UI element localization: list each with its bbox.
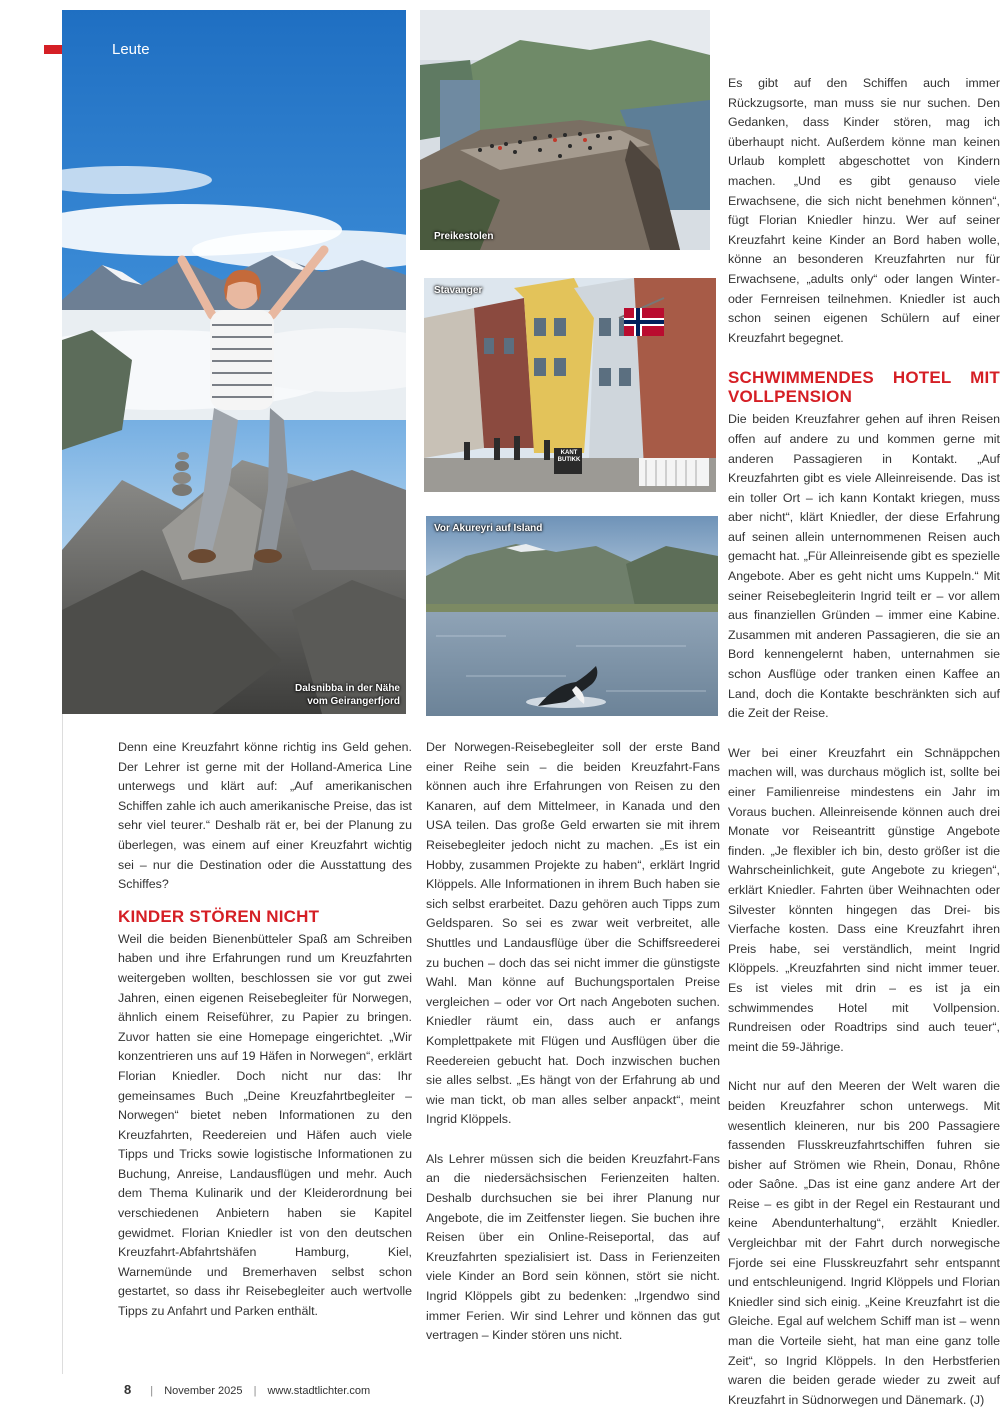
footer-separator: | <box>150 1385 154 1397</box>
column-rule <box>62 714 63 1374</box>
photo-preikestolen <box>420 10 710 250</box>
shop-sign-line2: BUTIKK <box>557 457 581 463</box>
section-label: Leute <box>112 40 150 58</box>
caption-dalsnibba-line1: Dalsnibba in der Nähe <box>294 683 400 694</box>
caption-preikestolen: Preikestolen <box>434 231 494 242</box>
shop-sign <box>556 450 582 464</box>
caption-dalsnibba-line2: vom Geirangerfjord <box>307 696 400 707</box>
col2-paragraph-2: Als Lehrer müssen sich die beiden Kreuzfahrt-Fans an die niedersächsischen Ferienzeiten halten. Deshalb durchsuchen sie bei ihrer Planung nur Angebote, die im Zeitfenster liegen. Sie buchen ihre Reisen über ein Online-Reiseportal, das auf Kreuzfahrten spezialisiert ist. Dass in Ferienzeiten viele Kinder an Bord sein können, stört sie nicht. Ingrid Klöppels gibt zu bedenken: „Irgendwo sind immer Ferien. Wir sind Lehrer und können das gut vertragen – Kinder stören uns nicht. <box>426 1151 720 1343</box>
heading-schwimmendes-hotel: SCHWIMMENDES HOTEL MIT VOLLPENSION <box>728 368 1000 407</box>
caption-dalsnibba <box>290 682 400 708</box>
column-1 <box>118 738 412 1322</box>
column-3 <box>728 74 1000 1410</box>
caption-akureyri: Vor Akureyri auf Island <box>434 523 543 534</box>
col3-paragraph-3: Wer bei einer Kreuzfahrt ein Schnäppchen machen will, was durchaus möglich ist, sollte bei einer Familienreise mindestens ein Jahr im Voraus buchen. Alleinreisende können auch drei Monate vor Reiseantritt günstige Angebote finden. „Je flexibler ich bin, desto größer ist die Wahrscheinlichkeit, gute Angebote zu kriegen“, erklärt Kniedler. Fahrten über Weihnachten oder Silvester könnten hingegen das Drei- bis Vierfache kosten. Dass eine Kreuzfahrt ihren Preis habe, sei verständlich, meint Ingrid Klöppels. „Kreuzfahrten sind nicht immer teuer. Es ist vieles mit drin – es ist ja ein schwimmendes Hotel mit Vollpension. Rundreisen oder Roadtrips sind auch teuer“, meint die 59-Jährige. <box>728 745 1000 1054</box>
col3-paragraph-4: Nicht nur auf den Meeren der Welt waren die beiden Kreuzfahrer schon unterwegs. Mit wesentlich kleineren, nur bis 200 Passagiere fassenden Flusskreuzfahrtschiffen fuhren sie bisher auf Strömen wie Rhein, Donau, Rhône oder Saône. „Das ist eine ganz andere Art der Reise – es gibt in der Regel ein Restaurant und keine Abendunterhaltung“, erzählt Kniedler. Vergleichbar mit der Fahrt durch norwegische Fjorde sei eine Flusskreuzfahrt sehr entspannt und entschleunigend. Ingrid Klöppels und Florian Kniedler sind sich einig. „Keine Kreuzfahrt ist die Gleiche. Egal auf welchem Schiff man ist – wenn man die Vorteile sieht, hat man eine ganz tolle Zeit“, so Ingrid Klöppels. In den Herbstferien waren die beiden gerade wieder zu zweit auf Kreuzfahrt in Südnorwegen und Dänemark. (J) <box>728 1079 1000 1407</box>
shop-sign-line1: KANT <box>560 450 578 456</box>
caption-stavanger: Stavanger <box>434 285 483 296</box>
footer-date: November 2025 <box>164 1385 243 1397</box>
col3-paragraph-1: Es gibt auf den Schiffen auch immer Rückzugsorte, man muss sie nur suchen. Den Gedanken, dass Kinder stören, mag ich überhaupt nicht. Außerdem könne man keinen Urlaub komplett abgeschottet von Kindern machen. „Und es gibt genauso viele Erwachsene, die sich nicht benehmen können“, fügt Florian Kniedler hinzu. Wer auf seiner Kreuzfahrt keine Kinder an Bord haben wolle, könne an besonderen Kreuzfahrten nur für Erwachsene, „adults only“ oder langen Winter- oder Fernreisen teilnehmen. Kniedler ist auch schon seinen eigenen Schülern auf einer Kreuzfahrt begegnet. <box>728 76 1000 345</box>
page-footer <box>124 1382 370 1397</box>
footer-url[interactable]: www.stadtlichter.com <box>267 1385 371 1397</box>
col2-paragraph-1: Der Norwegen-Reisebegleiter soll der erste Band einer Reihe sein – die beiden Kreuzfahrt-Fans können auch ihre Erfahrungen von Reisen zu den Kanaren, auf dem Mittelmeer, in Kanada und den USA teilen. Das große Geld erwarten sie mit ihrem Reisebegleiter jedoch nicht zu machen. „Es ist ein Hobby, zusammen Projekte zu haben“, erklärt Ingrid Klöppels. Alle Informationen in ihrem Buch haben sie sich selbst erarbeitet. Dazu gehören auch Tipps zum Geldsparen. So sei es zwar weit verbreitet, alle Shuttles und Landausflüge über die Schiffsreederei zu buchen – doch das sei nicht immer die günstigste Wahl. Man könne auf Buchungsportalen Preise vergleichen – oder vor Ort nach Angeboten suchen. Kniedler räumt ein, dass auch er anfangs Komplettpakete mit Flügen und Ausflügen über die Reedereien gebucht hat. Doch inzwischen buchen sie alles selbst. „Es hängt von der Erfahrung ab und wie man tickt, ob man alles selber anpackt“, meint Ingrid Klöppels. <box>426 740 720 1127</box>
page-number: 8 <box>124 1382 132 1397</box>
photo-dalsnibba <box>62 10 406 714</box>
col3-paragraph-2: Die beiden Kreuzfahrer gehen auf ihren Reisen offen auf andere zu und kommen gerne mit anderen Passagieren in Kontakt. „Auf Kreuzfahrten gibt es viele Alleinreisende. Das ist ein toller Ort – ich kann Kontakt kriegen, muss aber nicht“, klärt Kniedler, der diese Erfahrung auf seinen allein unternommenen Reisen auch gemacht hat. „Für Alleinreisende gibt es spezielle Angebote. Aber es geht nicht ums Kuppeln.“ Mit seiner Reisebegleiterin Ingrid teilt er – vor allem aus finanziellen Gründen – immer eine Kabine. Zusammen mit anderen Passagieren, die sie an Bord kennengelernt haben, unternahmen sie schon Ausflüge oder tranken einen Kaffee an Land, doch die Kontakte beschränkten sich auf die Zeit der Reise. <box>728 412 1000 721</box>
footer-separator-2: | <box>253 1385 257 1397</box>
col1-paragraph-2: Weil die beiden Bienenbütteler Spaß am Schreiben haben und ihre Erfahrungen rund um Kreuzfahrten weitergeben wollten, beschlossen sie vor gut zwei Jahren, einen eigenen Reisebegleiter für Norwegen, ähnlich einem Reiseführer, zu Papier zu bringen. Zuvor hatten sie eine Homepage eingerichtet. „Wir konzentrieren uns auf 19 Häfen in Norwegen“, erklärt Florian Kniedler. Doch nicht nur das: Ihr gemeinsames Buch „Deine Kreuzfahrtbegleiter – Norwegen“ bietet neben Informationen zu den Kreuzfahrten, Reedereien und Häfen auch viele Tipps und Tricks sowie logistische Informationen zu Buchung, Anreise, Landausflügen und mehr. Auch dem Thema Kulinarik und der Kleiderordnung bei verschiedenen Anbietern haben sie Kapitel gewidmet. Florian Kniedler ist von den deutschen Kreuzfahrt-Abfahrtshäfen Hamburg, Kiel, Warnemünde und Bremerhaven selbst schon gestartet, so dass ihr Reisebegleiter auch wertvolle Tipps zu Anfahrt und Parken enthält. <box>118 931 412 1319</box>
column-2 <box>426 738 720 1346</box>
photo-akureyri <box>426 516 718 716</box>
col1-paragraph-1: Denn eine Kreuzfahrt könne richtig ins Geld gehen. Der Lehrer ist gerne mit der Holland-America Line unterwegs und klärt auf: „Auf amerikanischen Schiffen zahle ich auch amerikanische Preise, das ist sehr viel teurer.“ Deshalb rät er, bei der Planung zu überlegen, was einem auf einer Kreuzfahrt wichtig sei – nur die Destination oder die Ausstattung des Schiffes? <box>118 740 412 892</box>
section-tag-label <box>112 40 150 58</box>
heading-kinder-stoeren-nicht: KINDER STÖREN NICHT <box>118 906 320 926</box>
